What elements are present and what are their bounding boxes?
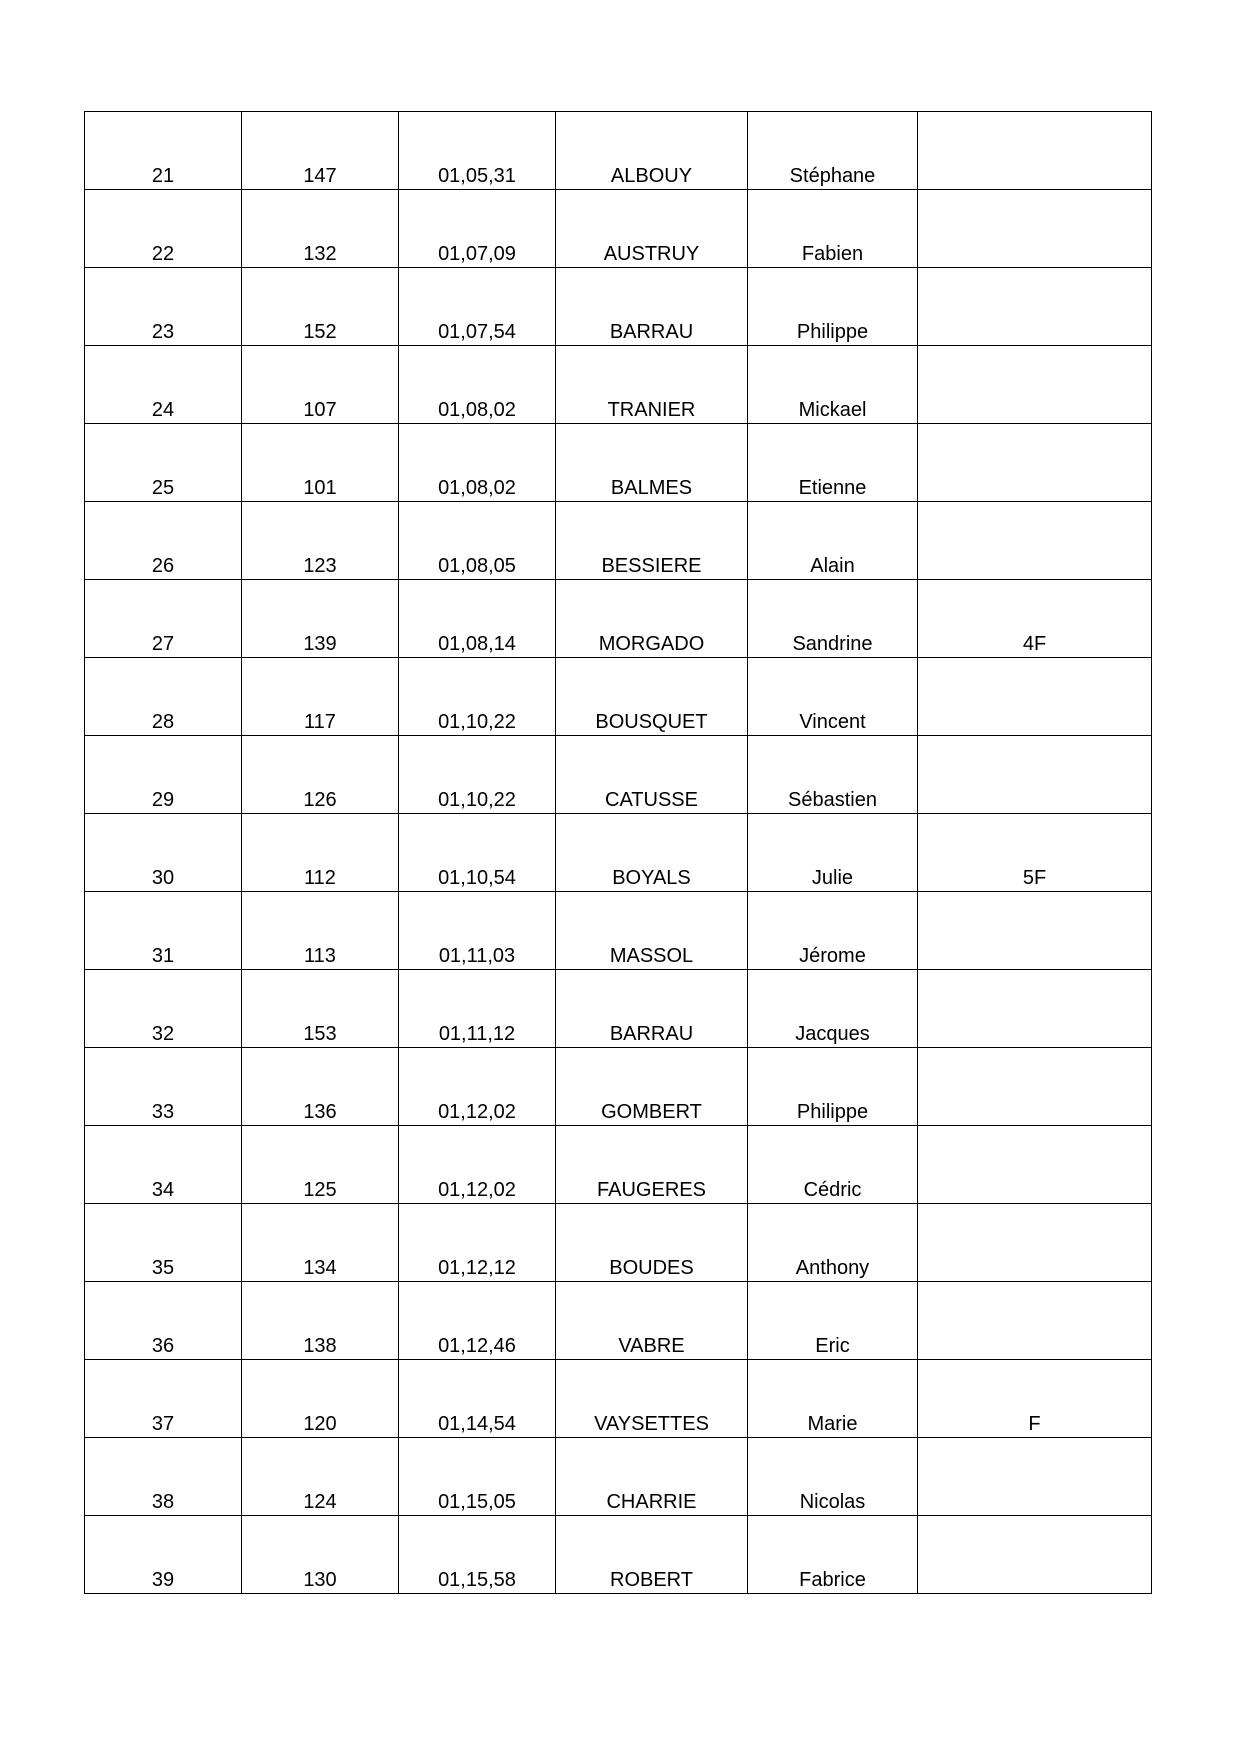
table-row bbox=[85, 1204, 1152, 1282]
bib-number-cell: 130 bbox=[242, 1516, 399, 1594]
last-name-cell: BOYALS bbox=[556, 814, 748, 892]
bib-number-cell: 126 bbox=[242, 736, 399, 814]
time-cell: 01,08,14 bbox=[399, 580, 556, 658]
first-name-cell: Anthony bbox=[748, 1204, 918, 1282]
last-name-cell: ALBOUY bbox=[556, 112, 748, 190]
rank-cell: 39 bbox=[85, 1516, 242, 1594]
table-row bbox=[85, 814, 1152, 892]
table-row bbox=[85, 970, 1152, 1048]
last-name-cell: BESSIERE bbox=[556, 502, 748, 580]
rank-cell: 38 bbox=[85, 1438, 242, 1516]
rank-cell: 25 bbox=[85, 424, 242, 502]
first-name-cell: Philippe bbox=[748, 1048, 918, 1126]
last-name-cell: VABRE bbox=[556, 1282, 748, 1360]
last-name-cell: AUSTRUY bbox=[556, 190, 748, 268]
bib-number-cell: 107 bbox=[242, 346, 399, 424]
first-name-cell: Etienne bbox=[748, 424, 918, 502]
rank-cell: 27 bbox=[85, 580, 242, 658]
first-name-cell: Stéphane bbox=[748, 112, 918, 190]
last-name-cell: MORGADO bbox=[556, 580, 748, 658]
bib-number-cell: 147 bbox=[242, 112, 399, 190]
rank-cell: 28 bbox=[85, 658, 242, 736]
last-name-cell: BARRAU bbox=[556, 268, 748, 346]
bib-number-cell: 152 bbox=[242, 268, 399, 346]
first-name-cell: Alain bbox=[748, 502, 918, 580]
last-name-cell: VAYSETTES bbox=[556, 1360, 748, 1438]
category-cell bbox=[918, 1204, 1152, 1282]
results-table-body bbox=[85, 112, 1152, 1594]
last-name-cell: TRANIER bbox=[556, 346, 748, 424]
last-name-cell: ROBERT bbox=[556, 1516, 748, 1594]
bib-number-cell: 124 bbox=[242, 1438, 399, 1516]
table-row bbox=[85, 346, 1152, 424]
bib-number-cell: 139 bbox=[242, 580, 399, 658]
rank-cell: 23 bbox=[85, 268, 242, 346]
category-cell bbox=[918, 502, 1152, 580]
bib-number-cell: 153 bbox=[242, 970, 399, 1048]
category-cell bbox=[918, 736, 1152, 814]
table-row bbox=[85, 580, 1152, 658]
rank-cell: 34 bbox=[85, 1126, 242, 1204]
first-name-cell: Sébastien bbox=[748, 736, 918, 814]
bib-number-cell: 134 bbox=[242, 1204, 399, 1282]
time-cell: 01,12,02 bbox=[399, 1048, 556, 1126]
rank-cell: 21 bbox=[85, 112, 242, 190]
category-cell bbox=[918, 1516, 1152, 1594]
first-name-cell: Cédric bbox=[748, 1126, 918, 1204]
table-row bbox=[85, 1126, 1152, 1204]
time-cell: 01,12,02 bbox=[399, 1126, 556, 1204]
bib-number-cell: 112 bbox=[242, 814, 399, 892]
first-name-cell: Marie bbox=[748, 1360, 918, 1438]
time-cell: 01,08,02 bbox=[399, 346, 556, 424]
rank-cell: 37 bbox=[85, 1360, 242, 1438]
category-cell bbox=[918, 268, 1152, 346]
category-cell bbox=[918, 190, 1152, 268]
category-cell: 5F bbox=[918, 814, 1152, 892]
table-row bbox=[85, 424, 1152, 502]
rank-cell: 22 bbox=[85, 190, 242, 268]
bib-number-cell: 132 bbox=[242, 190, 399, 268]
rank-cell: 30 bbox=[85, 814, 242, 892]
rank-cell: 24 bbox=[85, 346, 242, 424]
time-cell: 01,15,05 bbox=[399, 1438, 556, 1516]
first-name-cell: Fabrice bbox=[748, 1516, 918, 1594]
table-row bbox=[85, 502, 1152, 580]
bib-number-cell: 123 bbox=[242, 502, 399, 580]
table-row bbox=[85, 736, 1152, 814]
bib-number-cell: 101 bbox=[242, 424, 399, 502]
first-name-cell: Philippe bbox=[748, 268, 918, 346]
time-cell: 01,10,22 bbox=[399, 736, 556, 814]
category-cell bbox=[918, 112, 1152, 190]
bib-number-cell: 120 bbox=[242, 1360, 399, 1438]
time-cell: 01,11,03 bbox=[399, 892, 556, 970]
rank-cell: 32 bbox=[85, 970, 242, 1048]
last-name-cell: BOUSQUET bbox=[556, 658, 748, 736]
category-cell bbox=[918, 424, 1152, 502]
category-cell bbox=[918, 970, 1152, 1048]
first-name-cell: Eric bbox=[748, 1282, 918, 1360]
rank-cell: 26 bbox=[85, 502, 242, 580]
bib-number-cell: 125 bbox=[242, 1126, 399, 1204]
table-row bbox=[85, 112, 1152, 190]
last-name-cell: MASSOL bbox=[556, 892, 748, 970]
table-row bbox=[85, 1048, 1152, 1126]
time-cell: 01,08,02 bbox=[399, 424, 556, 502]
rank-cell: 31 bbox=[85, 892, 242, 970]
rank-cell: 33 bbox=[85, 1048, 242, 1126]
table-row bbox=[85, 190, 1152, 268]
bib-number-cell: 117 bbox=[242, 658, 399, 736]
table-row bbox=[85, 1360, 1152, 1438]
time-cell: 01,11,12 bbox=[399, 970, 556, 1048]
category-cell bbox=[918, 1438, 1152, 1516]
category-cell bbox=[918, 658, 1152, 736]
rank-cell: 35 bbox=[85, 1204, 242, 1282]
category-cell bbox=[918, 346, 1152, 424]
results-table bbox=[84, 111, 1152, 1594]
last-name-cell: CATUSSE bbox=[556, 736, 748, 814]
last-name-cell: BOUDES bbox=[556, 1204, 748, 1282]
table-row bbox=[85, 1516, 1152, 1594]
time-cell: 01,14,54 bbox=[399, 1360, 556, 1438]
last-name-cell: GOMBERT bbox=[556, 1048, 748, 1126]
time-cell: 01,15,58 bbox=[399, 1516, 556, 1594]
bib-number-cell: 136 bbox=[242, 1048, 399, 1126]
last-name-cell: CHARRIE bbox=[556, 1438, 748, 1516]
last-name-cell: BARRAU bbox=[556, 970, 748, 1048]
first-name-cell: Sandrine bbox=[748, 580, 918, 658]
table-row bbox=[85, 268, 1152, 346]
table-row bbox=[85, 1438, 1152, 1516]
category-cell: F bbox=[918, 1360, 1152, 1438]
first-name-cell: Jacques bbox=[748, 970, 918, 1048]
time-cell: 01,10,54 bbox=[399, 814, 556, 892]
last-name-cell: FAUGERES bbox=[556, 1126, 748, 1204]
category-cell bbox=[918, 892, 1152, 970]
table-row bbox=[85, 1282, 1152, 1360]
category-cell bbox=[918, 1126, 1152, 1204]
first-name-cell: Nicolas bbox=[748, 1438, 918, 1516]
time-cell: 01,12,46 bbox=[399, 1282, 556, 1360]
table-row bbox=[85, 658, 1152, 736]
time-cell: 01,12,12 bbox=[399, 1204, 556, 1282]
category-cell bbox=[918, 1048, 1152, 1126]
time-cell: 01,05,31 bbox=[399, 112, 556, 190]
table-row bbox=[85, 892, 1152, 970]
first-name-cell: Mickael bbox=[748, 346, 918, 424]
time-cell: 01,08,05 bbox=[399, 502, 556, 580]
bib-number-cell: 113 bbox=[242, 892, 399, 970]
first-name-cell: Jérome bbox=[748, 892, 918, 970]
first-name-cell: Vincent bbox=[748, 658, 918, 736]
category-cell bbox=[918, 1282, 1152, 1360]
category-cell: 4F bbox=[918, 580, 1152, 658]
time-cell: 01,10,22 bbox=[399, 658, 556, 736]
rank-cell: 36 bbox=[85, 1282, 242, 1360]
last-name-cell: BALMES bbox=[556, 424, 748, 502]
first-name-cell: Fabien bbox=[748, 190, 918, 268]
time-cell: 01,07,54 bbox=[399, 268, 556, 346]
time-cell: 01,07,09 bbox=[399, 190, 556, 268]
rank-cell: 29 bbox=[85, 736, 242, 814]
bib-number-cell: 138 bbox=[242, 1282, 399, 1360]
first-name-cell: Julie bbox=[748, 814, 918, 892]
